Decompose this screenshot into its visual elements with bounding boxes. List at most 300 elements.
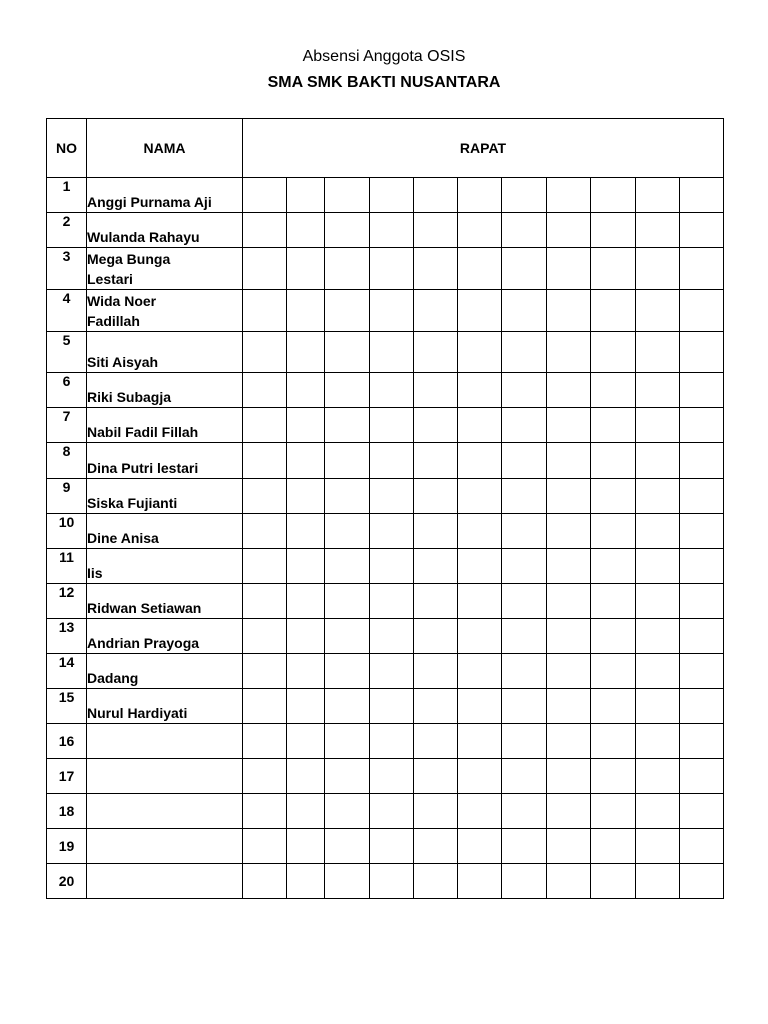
attendance-cell[interactable]: [243, 290, 287, 332]
attendance-cell[interactable]: [636, 864, 680, 899]
attendance-cell[interactable]: [680, 794, 724, 829]
attendance-cell[interactable]: [287, 479, 325, 514]
row-number: 11: [47, 549, 87, 584]
attendance-cell[interactable]: [458, 619, 502, 654]
attendance-cell[interactable]: [325, 759, 370, 794]
attendance-cell[interactable]: [591, 248, 636, 290]
attendance-cell[interactable]: [458, 290, 502, 332]
attendance-cell[interactable]: [591, 373, 636, 408]
attendance-cell[interactable]: [502, 794, 547, 829]
attendance-cell[interactable]: [414, 654, 458, 689]
attendance-cell[interactable]: [243, 178, 287, 213]
attendance-cell[interactable]: [636, 443, 680, 479]
member-name-cell: [87, 290, 243, 332]
table-row: [47, 373, 724, 408]
attendance-cell[interactable]: [547, 514, 591, 549]
attendance-cell[interactable]: [414, 549, 458, 584]
attendance-cell[interactable]: [414, 619, 458, 654]
attendance-cell[interactable]: [370, 178, 414, 213]
attendance-cell[interactable]: [325, 332, 370, 373]
row-number: 18: [47, 794, 87, 829]
attendance-cell[interactable]: [370, 514, 414, 549]
attendance-cell[interactable]: [502, 829, 547, 864]
attendance-cell[interactable]: [370, 549, 414, 584]
attendance-cell[interactable]: [414, 213, 458, 248]
attendance-cell[interactable]: [636, 178, 680, 213]
attendance-cell[interactable]: [287, 759, 325, 794]
member-name-cell: [87, 759, 243, 794]
table-row: [47, 759, 724, 794]
member-name-line: Nurul Hardiyati: [87, 705, 188, 721]
attendance-cell[interactable]: [370, 864, 414, 899]
member-name-cell: [87, 332, 243, 373]
row-number: 15: [47, 689, 87, 724]
member-name-cell: [87, 864, 243, 899]
attendance-cell[interactable]: [547, 829, 591, 864]
attendance-cell[interactable]: [502, 178, 547, 213]
attendance-cell[interactable]: [636, 689, 680, 724]
attendance-cell[interactable]: [680, 549, 724, 584]
attendance-cell[interactable]: [243, 443, 287, 479]
attendance-cell[interactable]: [325, 864, 370, 899]
attendance-cell[interactable]: [287, 724, 325, 759]
attendance-cell[interactable]: [680, 689, 724, 724]
attendance-cell[interactable]: [243, 654, 287, 689]
attendance-cell[interactable]: [370, 584, 414, 619]
member-name-line: Mega Bunga: [87, 250, 171, 267]
attendance-cell[interactable]: [414, 248, 458, 290]
attendance-cell[interactable]: [325, 248, 370, 290]
attendance-cell[interactable]: [680, 654, 724, 689]
attendance-cell[interactable]: [547, 864, 591, 899]
row-number: 8: [47, 443, 87, 479]
attendance-cell[interactable]: [325, 213, 370, 248]
attendance-cell[interactable]: [414, 373, 458, 408]
attendance-cell[interactable]: [370, 213, 414, 248]
row-number: 2: [47, 213, 87, 248]
attendance-cell[interactable]: [680, 479, 724, 514]
attendance-cell[interactable]: [591, 514, 636, 549]
attendance-cell[interactable]: [325, 619, 370, 654]
attendance-cell[interactable]: [502, 724, 547, 759]
row-number: 16: [47, 724, 87, 759]
row-number: 20: [47, 864, 87, 899]
attendance-cell[interactable]: [591, 864, 636, 899]
attendance-cell[interactable]: [414, 408, 458, 443]
member-name-line: Dadang: [87, 670, 139, 686]
attendance-cell[interactable]: [591, 332, 636, 373]
table-row: [47, 829, 724, 864]
member-name-cell: [87, 689, 243, 724]
table-row: [47, 619, 724, 654]
member-name-line: Anggi Purnama Aji: [87, 194, 212, 210]
attendance-cell[interactable]: [414, 724, 458, 759]
attendance-cell[interactable]: [502, 443, 547, 479]
attendance-cell[interactable]: [547, 584, 591, 619]
attendance-cell[interactable]: [636, 248, 680, 290]
table-row: [47, 689, 724, 724]
header-no: NO: [47, 119, 87, 178]
attendance-cell[interactable]: [243, 549, 287, 584]
attendance-cell[interactable]: [370, 794, 414, 829]
attendance-cell[interactable]: [243, 332, 287, 373]
attendance-cell[interactable]: [414, 689, 458, 724]
attendance-cell[interactable]: [591, 584, 636, 619]
attendance-cell[interactable]: [370, 619, 414, 654]
attendance-cell[interactable]: [458, 724, 502, 759]
table-row: [47, 549, 724, 584]
attendance-cell[interactable]: [502, 373, 547, 408]
member-name-line: Iis: [87, 565, 103, 581]
attendance-cell[interactable]: [287, 864, 325, 899]
header-rapat: RAPAT: [243, 119, 724, 178]
attendance-cell[interactable]: [591, 689, 636, 724]
attendance-cell[interactable]: [680, 724, 724, 759]
table-row: [47, 794, 724, 829]
attendance-cell[interactable]: [636, 549, 680, 584]
table-row: [47, 724, 724, 759]
document-title: Absensi Anggota OSIS: [302, 48, 466, 65]
member-name-cell: [87, 443, 243, 479]
member-name-cell: [87, 829, 243, 864]
attendance-cell[interactable]: [325, 584, 370, 619]
attendance-cell[interactable]: [325, 178, 370, 213]
attendance-cell[interactable]: [680, 864, 724, 899]
attendance-cell[interactable]: [370, 479, 414, 514]
attendance-cell[interactable]: [502, 619, 547, 654]
attendance-cell[interactable]: [458, 829, 502, 864]
attendance-cell[interactable]: [370, 373, 414, 408]
attendance-cell[interactable]: [547, 549, 591, 584]
attendance-cell[interactable]: [243, 479, 287, 514]
attendance-cell[interactable]: [458, 549, 502, 584]
attendance-cell[interactable]: [414, 829, 458, 864]
attendance-cell[interactable]: [547, 213, 591, 248]
attendance-cell[interactable]: [370, 829, 414, 864]
member-name-line: Siti Aisyah: [87, 354, 159, 370]
attendance-cell[interactable]: [458, 479, 502, 514]
attendance-cell[interactable]: [287, 794, 325, 829]
member-name-cell: [87, 619, 243, 654]
attendance-cell[interactable]: [547, 373, 591, 408]
attendance-cell[interactable]: [370, 443, 414, 479]
attendance-cell[interactable]: [458, 584, 502, 619]
row-number: 14: [47, 654, 87, 689]
member-name-line: Fadillah: [87, 312, 140, 329]
attendance-cell[interactable]: [502, 332, 547, 373]
attendance-cell[interactable]: [502, 654, 547, 689]
attendance-cell[interactable]: [414, 332, 458, 373]
attendance-cell[interactable]: [636, 408, 680, 443]
row-number: 12: [47, 584, 87, 619]
member-name-cell: [87, 248, 243, 290]
attendance-cell[interactable]: [591, 829, 636, 864]
attendance-table: [46, 118, 724, 899]
attendance-cell[interactable]: [636, 479, 680, 514]
attendance-cell[interactable]: [325, 443, 370, 479]
attendance-cell[interactable]: [243, 248, 287, 290]
attendance-cell[interactable]: [325, 514, 370, 549]
attendance-cell[interactable]: [287, 619, 325, 654]
attendance-cell[interactable]: [414, 443, 458, 479]
attendance-cell[interactable]: [591, 619, 636, 654]
attendance-cell[interactable]: [370, 759, 414, 794]
attendance-cell[interactable]: [243, 724, 287, 759]
row-number: 7: [47, 408, 87, 443]
attendance-cell[interactable]: [547, 759, 591, 794]
attendance-cell[interactable]: [636, 829, 680, 864]
attendance-cell[interactable]: [287, 443, 325, 479]
attendance-cell[interactable]: [370, 332, 414, 373]
attendance-cell[interactable]: [414, 759, 458, 794]
attendance-cell[interactable]: [458, 178, 502, 213]
attendance-cell[interactable]: [458, 759, 502, 794]
table-row: [47, 864, 724, 899]
attendance-cell[interactable]: [636, 290, 680, 332]
row-number: 4: [47, 290, 87, 332]
attendance-cell[interactable]: [636, 724, 680, 759]
attendance-cell[interactable]: [287, 248, 325, 290]
attendance-cell[interactable]: [287, 829, 325, 864]
member-name-cell: [87, 549, 243, 584]
attendance-cell[interactable]: [547, 332, 591, 373]
attendance-cell[interactable]: [636, 794, 680, 829]
row-number: 17: [47, 759, 87, 794]
attendance-cell[interactable]: [680, 178, 724, 213]
attendance-cell[interactable]: [591, 654, 636, 689]
attendance-cell[interactable]: [547, 724, 591, 759]
table-row: [47, 290, 724, 332]
attendance-cell[interactable]: [458, 654, 502, 689]
row-number: 19: [47, 829, 87, 864]
attendance-cell[interactable]: [458, 213, 502, 248]
attendance-cell[interactable]: [502, 479, 547, 514]
attendance-cell[interactable]: [636, 654, 680, 689]
member-name-cell: [87, 514, 243, 549]
attendance-cell[interactable]: [414, 178, 458, 213]
row-number: 9: [47, 479, 87, 514]
attendance-cell[interactable]: [370, 654, 414, 689]
attendance-cell[interactable]: [287, 549, 325, 584]
attendance-cell[interactable]: [325, 479, 370, 514]
attendance-cell[interactable]: [547, 178, 591, 213]
member-name-cell: [87, 178, 243, 213]
member-name-cell: [87, 213, 243, 248]
attendance-cell[interactable]: [325, 549, 370, 584]
attendance-cell[interactable]: [502, 549, 547, 584]
table-row: [47, 654, 724, 689]
attendance-cell[interactable]: [287, 332, 325, 373]
attendance-cell[interactable]: [370, 248, 414, 290]
attendance-cell[interactable]: [287, 213, 325, 248]
attendance-cell[interactable]: [502, 864, 547, 899]
attendance-cell[interactable]: [325, 829, 370, 864]
attendance-cell[interactable]: [680, 759, 724, 794]
attendance-cell[interactable]: [458, 689, 502, 724]
header-nama: NAMA: [87, 119, 243, 178]
attendance-cell[interactable]: [325, 408, 370, 443]
attendance-cell[interactable]: [287, 290, 325, 332]
attendance-cell[interactable]: [458, 514, 502, 549]
attendance-cell[interactable]: [458, 332, 502, 373]
attendance-cell[interactable]: [591, 408, 636, 443]
attendance-cell[interactable]: [547, 443, 591, 479]
attendance-cell[interactable]: [680, 248, 724, 290]
table-row: [47, 584, 724, 619]
attendance-cell[interactable]: [680, 408, 724, 443]
member-name-cell: [87, 408, 243, 443]
attendance-cell[interactable]: [458, 248, 502, 290]
attendance-cell[interactable]: [502, 759, 547, 794]
table-row: [47, 213, 724, 248]
attendance-cell[interactable]: [243, 619, 287, 654]
attendance-cell[interactable]: [680, 373, 724, 408]
attendance-cell[interactable]: [547, 689, 591, 724]
attendance-cell[interactable]: [287, 654, 325, 689]
attendance-cell[interactable]: [547, 479, 591, 514]
attendance-cell[interactable]: [502, 213, 547, 248]
attendance-cell[interactable]: [370, 724, 414, 759]
member-name-line: Andrian Prayoga: [87, 635, 200, 651]
attendance-cell[interactable]: [458, 373, 502, 408]
attendance-cell[interactable]: [636, 332, 680, 373]
attendance-cell[interactable]: [325, 373, 370, 408]
member-name-line: Dina Putri lestari: [87, 460, 199, 476]
attendance-cell[interactable]: [325, 290, 370, 332]
attendance-cell[interactable]: [502, 408, 547, 443]
table-row: [47, 408, 724, 443]
attendance-cell[interactable]: [591, 443, 636, 479]
attendance-cell[interactable]: [414, 584, 458, 619]
attendance-cell[interactable]: [243, 584, 287, 619]
attendance-cell[interactable]: [243, 213, 287, 248]
attendance-cell[interactable]: [287, 373, 325, 408]
attendance-cell[interactable]: [325, 689, 370, 724]
table-row: [47, 479, 724, 514]
attendance-cell[interactable]: [287, 514, 325, 549]
table-header-row: [47, 119, 724, 178]
attendance-cell[interactable]: [591, 549, 636, 584]
attendance-cell[interactable]: [636, 213, 680, 248]
attendance-cell[interactable]: [547, 408, 591, 443]
attendance-cell[interactable]: [680, 290, 724, 332]
member-name-line: Siska Fujianti: [87, 495, 178, 511]
attendance-cell[interactable]: [591, 759, 636, 794]
attendance-cell[interactable]: [547, 619, 591, 654]
attendance-cell[interactable]: [680, 514, 724, 549]
table-row: [47, 332, 724, 373]
attendance-cell[interactable]: [502, 290, 547, 332]
member-name-line: Riki Subagja: [87, 389, 172, 405]
attendance-cell[interactable]: [458, 794, 502, 829]
table-row: [47, 514, 724, 549]
attendance-cell[interactable]: [502, 689, 547, 724]
attendance-cell[interactable]: [243, 759, 287, 794]
attendance-cell[interactable]: [636, 619, 680, 654]
attendance-cell[interactable]: [370, 689, 414, 724]
attendance-cell[interactable]: [287, 178, 325, 213]
member-name-cell: [87, 654, 243, 689]
member-name-line: Lestari: [87, 270, 133, 287]
attendance-cell[interactable]: [547, 290, 591, 332]
attendance-cell[interactable]: [458, 864, 502, 899]
attendance-cell[interactable]: [243, 514, 287, 549]
attendance-cell[interactable]: [458, 408, 502, 443]
attendance-cell[interactable]: [591, 794, 636, 829]
attendance-cell[interactable]: [636, 514, 680, 549]
row-number: 13: [47, 619, 87, 654]
attendance-cell[interactable]: [502, 248, 547, 290]
attendance-cell[interactable]: [414, 794, 458, 829]
attendance-cell[interactable]: [680, 443, 724, 479]
attendance-cell[interactable]: [680, 619, 724, 654]
attendance-cell[interactable]: [243, 373, 287, 408]
table-row: [47, 178, 724, 213]
attendance-cell[interactable]: [458, 443, 502, 479]
attendance-cell[interactable]: [414, 864, 458, 899]
member-name-line: Nabil Fadil Fillah: [87, 424, 199, 440]
attendance-cell[interactable]: [680, 213, 724, 248]
attendance-cell[interactable]: [287, 689, 325, 724]
attendance-cell[interactable]: [636, 759, 680, 794]
row-number: 5: [47, 332, 87, 373]
attendance-cell[interactable]: [547, 654, 591, 689]
attendance-cell[interactable]: [243, 829, 287, 864]
attendance-cell[interactable]: [591, 178, 636, 213]
attendance-cell[interactable]: [243, 864, 287, 899]
attendance-cell[interactable]: [243, 408, 287, 443]
attendance-cell[interactable]: [287, 408, 325, 443]
attendance-cell[interactable]: [370, 290, 414, 332]
attendance-cell[interactable]: [287, 584, 325, 619]
attendance-cell[interactable]: [547, 248, 591, 290]
row-number: 6: [47, 373, 87, 408]
member-name-cell: [87, 479, 243, 514]
attendance-cell[interactable]: [680, 829, 724, 864]
attendance-cell[interactable]: [680, 584, 724, 619]
attendance-cell[interactable]: [414, 479, 458, 514]
attendance-cell[interactable]: [370, 408, 414, 443]
attendance-cell[interactable]: [325, 794, 370, 829]
attendance-cell[interactable]: [243, 794, 287, 829]
table-row: [47, 443, 724, 479]
attendance-cell[interactable]: [243, 689, 287, 724]
attendance-cell[interactable]: [547, 794, 591, 829]
member-name-cell: [87, 584, 243, 619]
attendance-cell[interactable]: [636, 584, 680, 619]
table-row: [47, 248, 724, 290]
attendance-cell[interactable]: [591, 213, 636, 248]
attendance-cell[interactable]: [414, 514, 458, 549]
attendance-cell[interactable]: [325, 724, 370, 759]
attendance-cell[interactable]: [680, 332, 724, 373]
attendance-cell[interactable]: [502, 584, 547, 619]
member-name-line: Dine Anisa: [87, 530, 159, 546]
attendance-cell[interactable]: [502, 514, 547, 549]
attendance-cell[interactable]: [325, 654, 370, 689]
attendance-cell[interactable]: [591, 290, 636, 332]
row-number: 3: [47, 248, 87, 290]
member-name-cell: [87, 373, 243, 408]
attendance-cell[interactable]: [591, 479, 636, 514]
row-number: 1: [47, 178, 87, 213]
attendance-cell[interactable]: [636, 373, 680, 408]
attendance-cell[interactable]: [414, 290, 458, 332]
document-subtitle: SMA SMK BAKTI NUSANTARA: [267, 74, 501, 91]
member-name-line: Wida Noer: [87, 292, 157, 309]
attendance-cell[interactable]: [591, 724, 636, 759]
member-name-line: Wulanda Rahayu: [87, 229, 200, 245]
